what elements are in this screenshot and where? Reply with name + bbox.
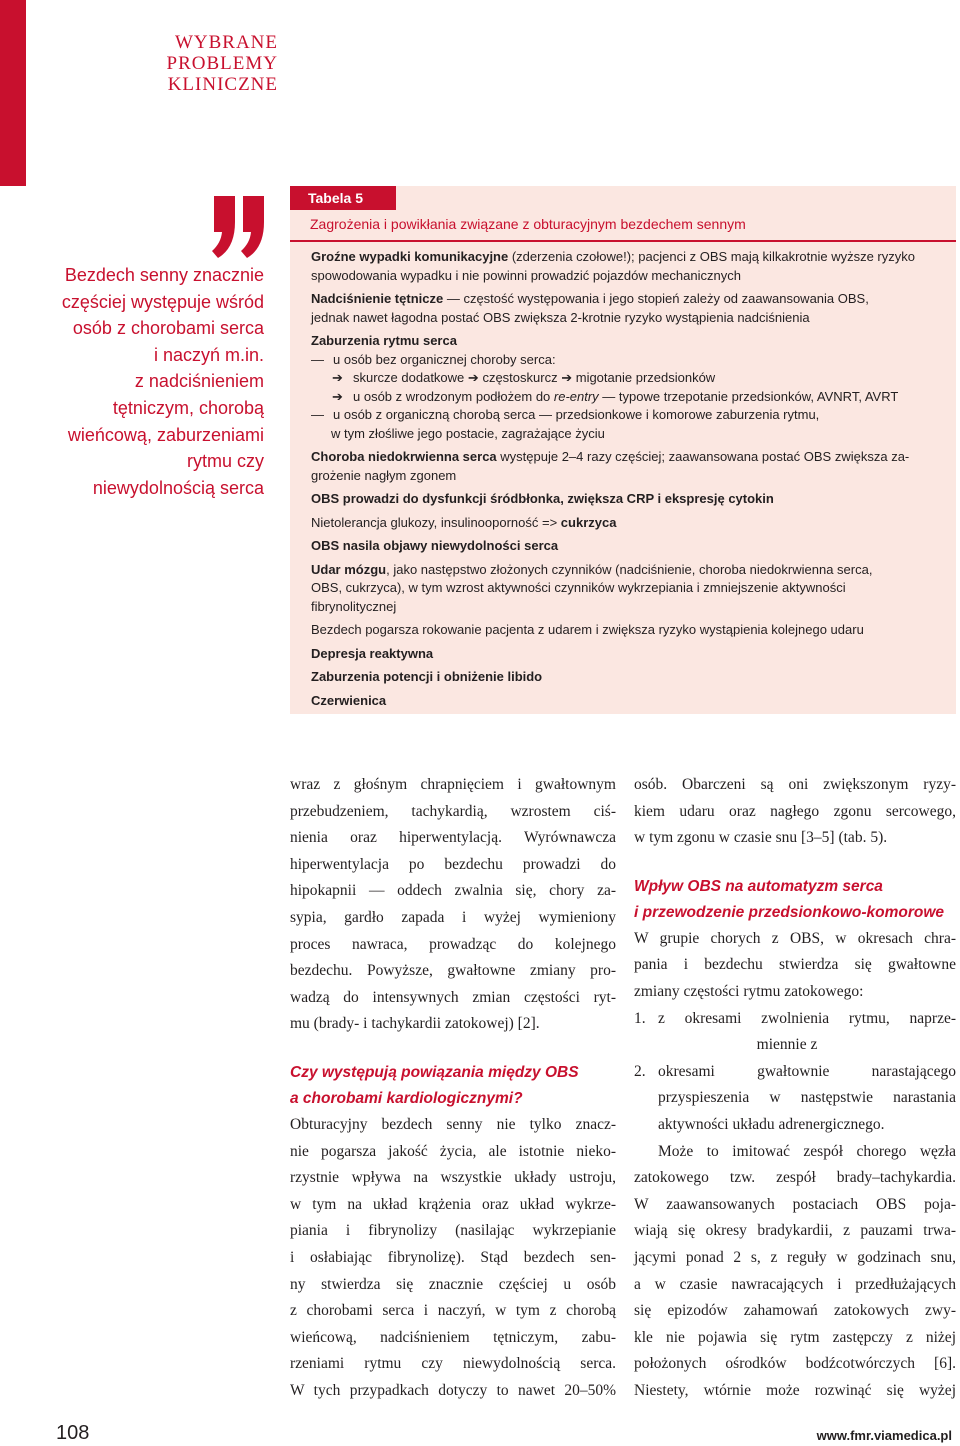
- table-row: [311, 621, 951, 640]
- text-line: sypia, gardło zapada i wyżej wymieniony: [290, 908, 616, 926]
- row-heading: Depresja reaktywna: [311, 645, 434, 661]
- arrow-icon: ➔: [332, 388, 343, 404]
- text-line: wiają się okresy bradykardii, z pauzami trwa-: [634, 1222, 956, 1240]
- pull-quote-line: rytmu czy: [186, 451, 264, 472]
- text-line: W grupie chorych z OBS, w okresach chra-: [634, 929, 956, 947]
- row-heading: cukrzyca: [560, 514, 617, 530]
- table-row: [311, 668, 951, 687]
- text-line: okresami gwałtownie narastającego: [658, 1062, 956, 1080]
- row-text: Bezdech pogarsza rokowanie pacjenta z udarem i zwiększa ryzyko wystąpienia kolejnego udaru: [311, 622, 864, 637]
- row-text: częstoskurcz: [482, 370, 558, 385]
- list-number: 1.: [634, 1009, 646, 1027]
- dash: —: [311, 407, 324, 422]
- text-line: osób. Obarczeni są oni zwiększonym ryzy-: [634, 776, 956, 793]
- text-line: wadzą do intensywnych zmian częstości ryt-: [290, 988, 616, 1006]
- paragraph: [634, 772, 956, 852]
- text-line: nienia oraz hiperwentylacją. Wyrównawcza: [290, 829, 616, 847]
- text-line: Niestety, wtórnie może rozwinąć się wyżej: [634, 1381, 956, 1399]
- paragraph: [290, 772, 616, 1038]
- table-row: [311, 248, 951, 285]
- section-heading: [290, 1060, 616, 1112]
- list-number: 2.: [634, 1062, 646, 1080]
- row-text: w tym złośliwe jego postacie, zagrażające życiu: [331, 425, 605, 441]
- quote-mark-icon: [208, 196, 268, 262]
- row-text: (zderzenia czołowe!); pacjenci z OBS mają kilkakrotnie wyższe ryzyko: [508, 249, 915, 264]
- text-line: zatokowego tzw. zespół brady–tachykardia.: [634, 1169, 956, 1187]
- pull-quote-line: z nadciśnieniem: [134, 371, 264, 392]
- table-title-rule: [290, 240, 956, 242]
- heading-line: Wpływ OBS na automatyzm serca: [634, 877, 883, 895]
- text-line: przyspieszenia w następstwie narastania: [658, 1089, 956, 1107]
- text-line: W tych przypadkach dotyczy to nawet 20–50%: [290, 1381, 616, 1399]
- paragraph: [634, 1139, 956, 1405]
- text-line: i osłabiając fibrynolizę). Stąd bezdech sen-: [290, 1248, 616, 1266]
- table-row: [311, 561, 951, 617]
- text-line: wraz z głośnym chrapnięciem i gwałtownym: [290, 776, 616, 793]
- heading-line: i przewodzenie przedsionkowo-komorowe: [634, 903, 945, 921]
- pull-quote-line: Bezdech senny znacznie: [64, 265, 264, 285]
- table-title: Zagrożenia i powikłania związane z obturacyjnym bezdechem sennym: [310, 216, 746, 232]
- row-text: u osób z organiczną chorobą serca — przedsionkowe i komorowe zaburzenia rytmu,: [333, 407, 820, 422]
- text-line: miennie z: [756, 1036, 818, 1054]
- text-line: ny stwierdza się znacznie częściej u osób: [290, 1275, 616, 1293]
- heading-line: Czy występują powiązania między OBS: [290, 1063, 579, 1081]
- table-row: [311, 290, 951, 327]
- section-label-line: PROBLEMY: [166, 53, 278, 74]
- text-line: rzystnie wpływa na wszystkie układy ustroju,: [290, 1169, 616, 1187]
- text-line: hiperwentylacja po bezdechu prowadzi do: [290, 855, 616, 873]
- text-line: bezdechu. Powyższe, gwałtowne zmiany pro-: [290, 962, 616, 980]
- section-heading: [634, 874, 956, 926]
- text-line: mu (brady- i tachykardii zatokowej) [2].: [290, 1015, 540, 1033]
- paragraph: [290, 1112, 616, 1405]
- pull-quote-line: częściej występuje wśród: [61, 291, 264, 312]
- text-line: zmiany częstości rytmu zatokowego:: [634, 982, 864, 1000]
- text-line: położonych ośrodków bodźcotwórczych [6].: [634, 1355, 956, 1373]
- row-text: OBS, cukrzyca), w tym wzrost aktywności czynników wykrzepiania i zmniejszenie aktywności: [311, 580, 846, 595]
- table-row: [311, 514, 951, 533]
- section-label-line: WYBRANE: [174, 32, 278, 53]
- table-body: [311, 243, 951, 710]
- text-line: aktywności układu adrenergicznego.: [658, 1115, 885, 1133]
- row-heading: Zaburzenia rytmu serca: [311, 333, 457, 348]
- arrow-icon: ➔: [467, 370, 479, 385]
- dash: —: [311, 351, 324, 367]
- row-text: występuje 2–4 razy częściej; zaawansowana postać OBS zwiększa za-: [496, 449, 910, 464]
- footer-url[interactable]: www.fmr.viamedica.pl: [816, 1428, 952, 1443]
- text-line: wieńcową, nadciśnieniem tętniczym, zabu-: [290, 1328, 616, 1346]
- row-text: skurcze dodatkowe: [353, 370, 465, 385]
- text-line: przebudzeniem, tachykardią, wzrostem ciś-: [290, 802, 616, 820]
- text-line: z okresami zwolnienia rytmu, naprze-: [658, 1009, 956, 1027]
- row-text: u osób z wrodzonym podłożem do: [353, 388, 554, 404]
- pull-quote: [30, 262, 264, 501]
- body-column-right: [634, 772, 956, 1404]
- text-line: a w czasie nawracających i przedłużających: [634, 1275, 956, 1293]
- text-line: kle nie pojawia się rytm zastępczy z niżej: [634, 1328, 956, 1346]
- text-line: kiem udaru oraz nagłego zgonu sercowego,: [634, 802, 956, 820]
- table-row: [311, 645, 951, 664]
- text-line: Może to imitować zespół chorego węzła: [658, 1142, 956, 1160]
- text-line: w tym zgonu w czasie snu [3–5] (tab. 5).: [634, 829, 888, 847]
- table-row: [311, 692, 951, 711]
- list-item: [634, 1006, 956, 1059]
- text-line: rzeniami rytmu czy niewydolnością serca.: [290, 1355, 616, 1373]
- row-heading: Choroba niedokrwienna serca: [311, 449, 497, 464]
- row-text: u osób bez organicznej choroby serca:: [333, 351, 556, 367]
- list-item: [634, 1059, 956, 1139]
- text-line: piania i fibrynolizy (nasilając wykrzepianie: [290, 1222, 616, 1240]
- page-number: 108: [56, 1422, 90, 1444]
- text-line: hipokapnii — oddech zwalnia się, chory za-: [290, 882, 616, 900]
- table-row: [311, 490, 951, 509]
- text-line: W zaawansowanych postaciach OBS poja-: [634, 1195, 956, 1213]
- row-text: fibrynolitycznej: [311, 598, 397, 614]
- arrow-icon: ➔: [561, 370, 573, 385]
- row-text: Nietolerancja glukozy, insulinooporność =>: [311, 514, 561, 530]
- paragraph: [634, 926, 956, 1006]
- section-label: [167, 32, 278, 95]
- row-text-italic: re-entry: [553, 388, 599, 404]
- row-heading: Groźne wypadki komunikacyjne: [311, 249, 509, 264]
- section-color-bar: [0, 0, 26, 186]
- arrow-icon: ➔: [332, 370, 343, 385]
- table-row: [311, 332, 951, 443]
- pull-quote-line: niewydolnością serca: [92, 477, 264, 498]
- text-line: pania i bezdechu stwierdza się gwałtowne: [634, 956, 956, 974]
- text-line: nie pogarsza jakość życia, ale istotnie nieko-: [290, 1142, 616, 1160]
- row-text: — typowe trzepotanie przedsionków, AVNRT, AVRT: [598, 388, 899, 404]
- text-line: Obturacyjny bezdech senny nie tylko znacz-: [290, 1115, 616, 1133]
- row-heading: Nadciśnienie tętnicze: [311, 291, 444, 306]
- table-row: [311, 448, 951, 485]
- pull-quote-line: tętniczym, chorobą: [112, 397, 264, 418]
- pull-quote-line: wieńcową, zaburzeniami: [67, 424, 264, 445]
- text-line: proces nawraca, prowadząc do kolejnego: [290, 935, 616, 953]
- row-text: spowodowania wypadku i nie powinni prowadzić pojazdów mechanicznych: [311, 267, 741, 283]
- section-label-line: KLINICZNE: [167, 74, 278, 95]
- table-row: [311, 537, 951, 556]
- row-heading: Czerwienica: [311, 692, 387, 708]
- text-line: w tym na układ krążenia oraz układ wykrze-: [290, 1195, 616, 1213]
- pull-quote-line: i naczyń m.in.: [153, 344, 264, 365]
- row-text: jednak nawet łagodna postać OBS zwiększa 2-krotnie ryzyko wystąpienia nadciśnienia: [311, 309, 810, 325]
- row-text: grożenie nagłym zgonem: [311, 467, 457, 483]
- body-column-left: [290, 772, 616, 1404]
- row-heading: OBS prowadzi do dysfunkcji śródbłonka, zwiększa CRP i ekspresję cytokin: [311, 491, 774, 506]
- row-text: migotanie przedsionków: [575, 370, 716, 385]
- row-heading: OBS nasila objawy niewydolności serca: [311, 538, 559, 553]
- text-line: jącymi ponad 2 s, z reguły w godzinach snu,: [634, 1248, 956, 1266]
- pull-quote-line: osób z chorobami serca: [72, 318, 264, 339]
- row-text: — częstość występowania i jego stopień zależy od zaawansowania OBS,: [443, 291, 869, 306]
- row-heading: Zaburzenia potencji i obniżenie libido: [311, 669, 543, 684]
- text-line: z chorobami serca i naczyń, w tym z chorobą: [290, 1302, 616, 1320]
- text-line: się epizodów zahamowań zatokowych zwy-: [634, 1302, 956, 1320]
- table-label: Tabela 5: [290, 186, 396, 210]
- heading-line: a chorobami kardiologicznymi?: [290, 1089, 523, 1107]
- row-text: , jako następstwo złożonych czynników (nadciśnienie, choroba niedokrwienna serca,: [386, 561, 873, 577]
- row-heading: Udar mózgu: [311, 561, 387, 577]
